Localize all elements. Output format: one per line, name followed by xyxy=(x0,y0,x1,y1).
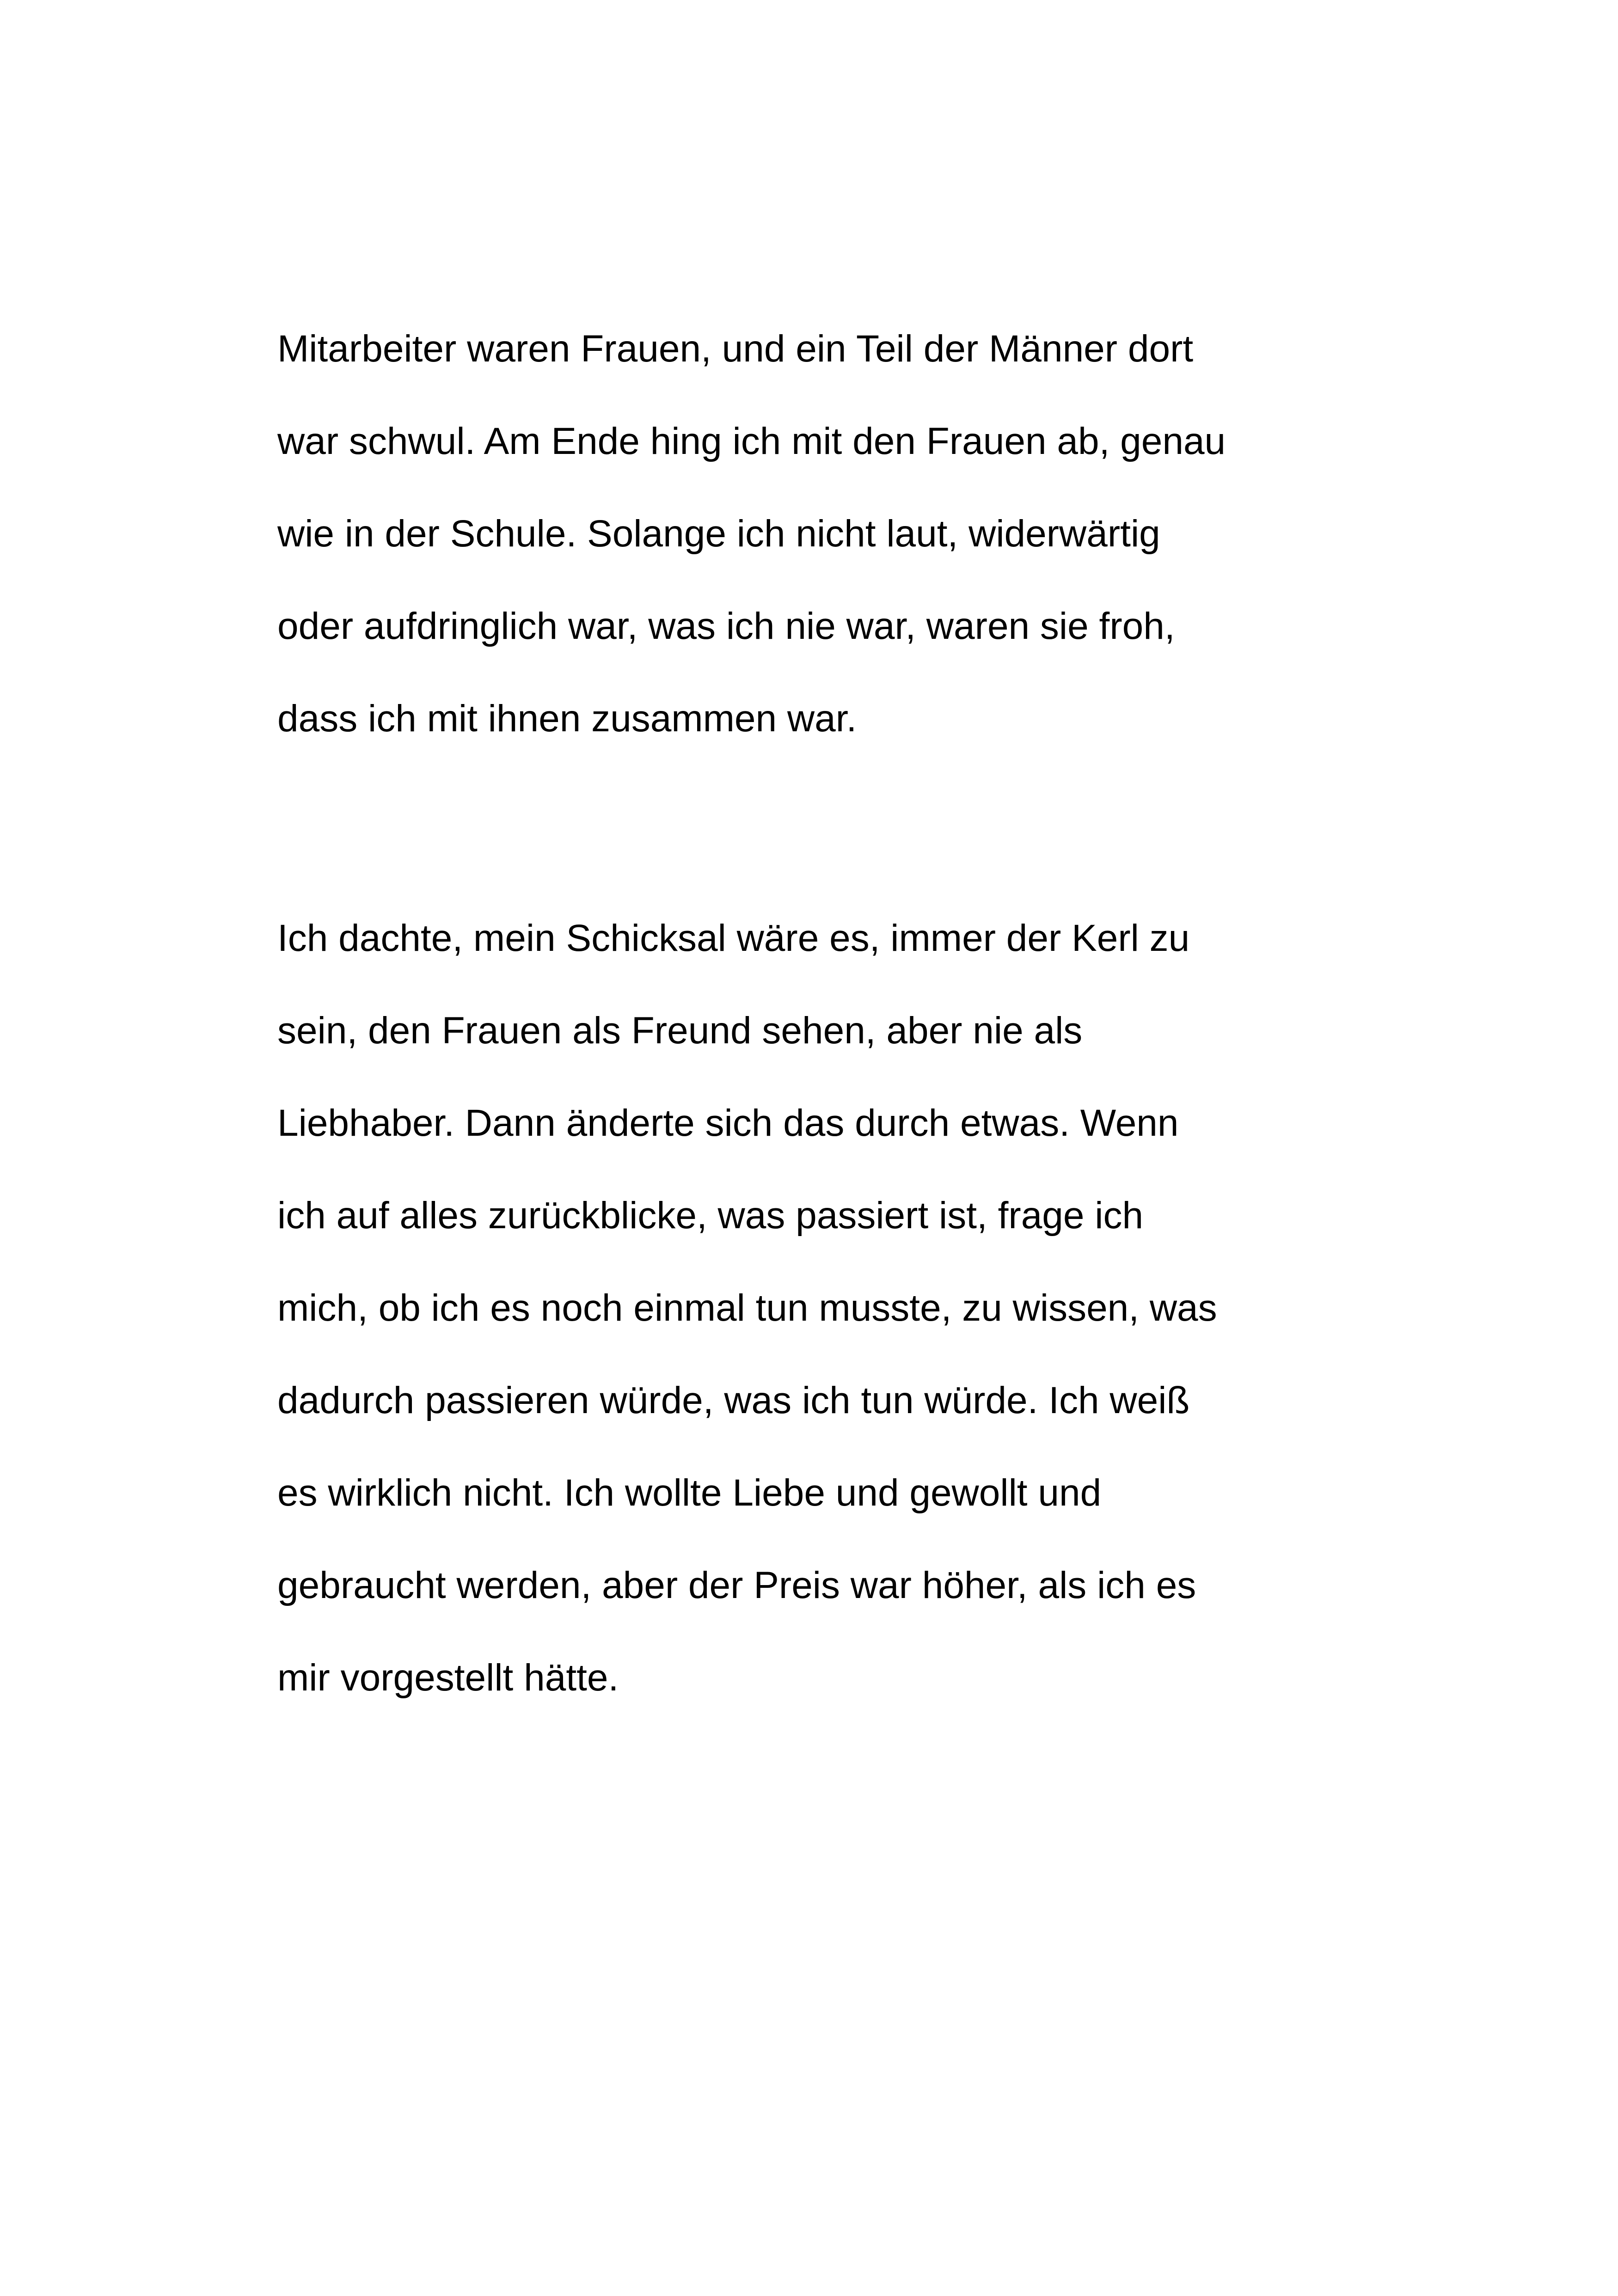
text-line: war schwul. Am Ende hing ich mit den Frauen ab, genau xyxy=(277,420,1226,462)
text-line: ich auf alles zurückblicke, was passiert ist, frage ich xyxy=(277,1194,1144,1237)
text-line: dadurch passieren würde, was ich tun würde. Ich weiß xyxy=(277,1379,1190,1421)
text-line: Liebhaber. Dann änderte sich das durch etwas. Wenn xyxy=(277,1102,1179,1144)
text-line: oder aufdringlich war, was ich nie war, waren sie froh, xyxy=(277,605,1175,647)
text-line: mir vorgestellt hätte. xyxy=(277,1657,619,1699)
text-line: Mitarbeiter waren Frauen, und ein Teil der Männer dort xyxy=(277,328,1194,370)
text-line: sein, den Frauen als Freund sehen, aber nie als xyxy=(277,1010,1083,1052)
text-line: gebraucht werden, aber der Preis war höher, als ich es xyxy=(277,1564,1196,1606)
text-line: Ich dachte, mein Schicksal wäre es, immer der Kerl zu xyxy=(277,917,1190,959)
paragraph-2 xyxy=(277,892,1387,1724)
text-line: dass ich mit ihnen zusammen war. xyxy=(277,698,857,740)
text-line: es wirklich nicht. Ich wollte Liebe und gewollt und xyxy=(277,1472,1102,1514)
paragraph-1 xyxy=(277,303,1387,765)
text-line: wie in der Schule. Solange ich nicht laut, widerwärtig xyxy=(277,513,1160,555)
text-line: mich, ob ich es noch einmal tun musste, zu wissen, was xyxy=(277,1287,1217,1329)
